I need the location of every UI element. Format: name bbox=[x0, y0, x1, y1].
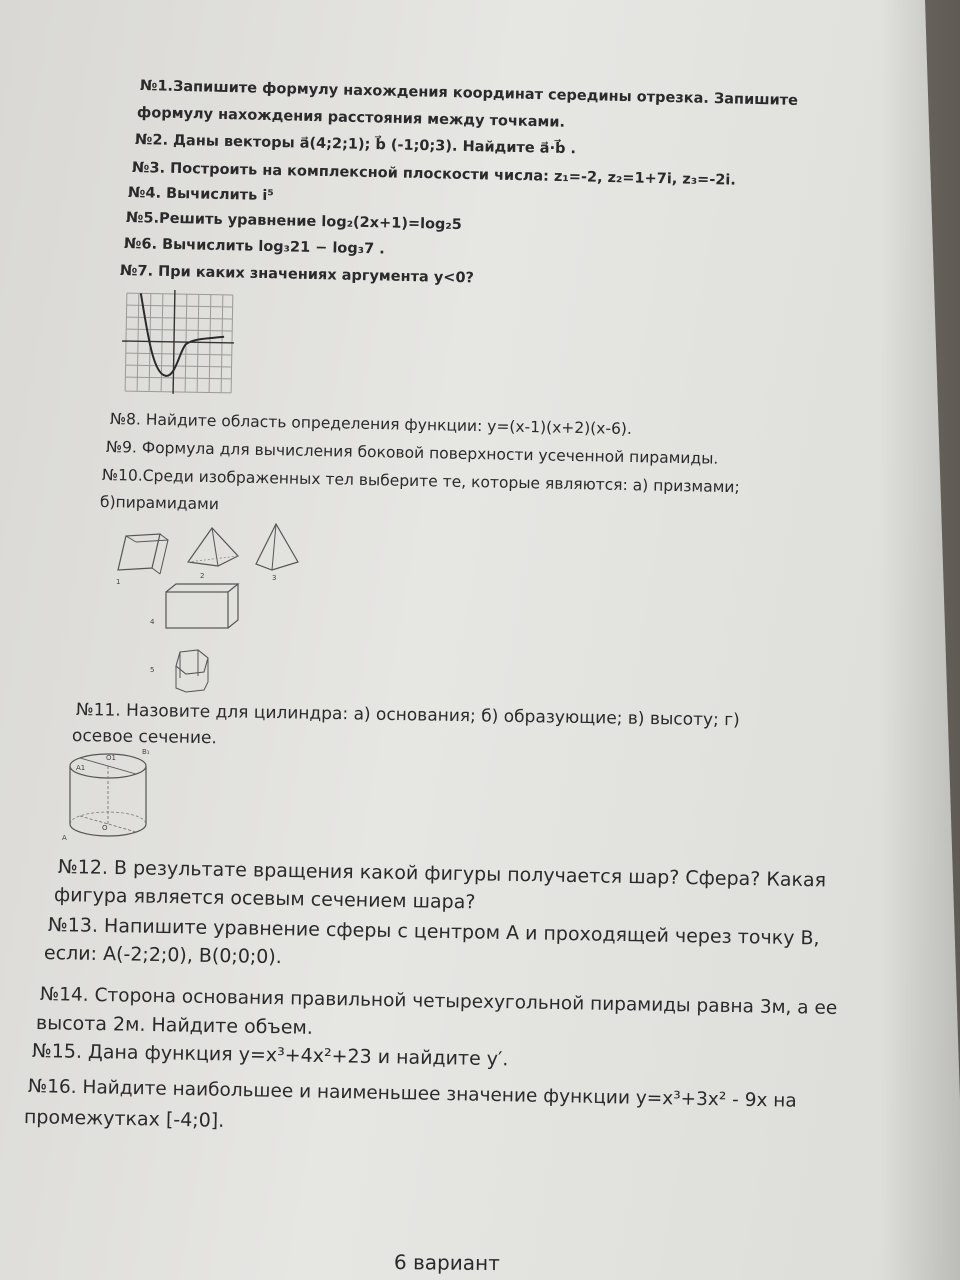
variant-label: 6 вариант bbox=[393, 1250, 500, 1276]
solid-1-label: 1 bbox=[116, 578, 121, 586]
question-12-line-1: №12. В результате вращения какой фигуры получается шар? Сфера? Какая bbox=[57, 856, 827, 892]
cylinder-label-o1: O1 bbox=[106, 754, 116, 762]
solid-4-label: 4 bbox=[150, 618, 155, 626]
function-graph bbox=[119, 287, 237, 397]
question-13-line-1: №13. Напишите уравнение сферы с центром А и проходящей через точку В, bbox=[47, 914, 820, 950]
solid-prism-1 bbox=[112, 528, 172, 588]
question-14-line-1: №14. Сторона основания правильной четырехугольной пирамиды равна 3м, а ее bbox=[39, 984, 838, 1019]
question-7: №7. При каких значениях аргумента y<0? bbox=[119, 263, 475, 287]
question-8: №8. Найдите область определения функции: y=(x-1)(x+2)(x-6). bbox=[109, 410, 633, 439]
question-14-line-2: высота 2м. Найдите объем. bbox=[35, 1012, 314, 1039]
solid-2-label: 2 bbox=[200, 572, 205, 580]
question-5: №5.Решить уравнение log₂(2x+1)=log₂5 bbox=[125, 210, 462, 234]
solid-pyramid-2 bbox=[182, 522, 242, 582]
question-4: №4. Вычислить i⁵ bbox=[127, 185, 274, 205]
question-12-line-2: фигура является осевым сечением шара? bbox=[53, 884, 476, 914]
cylinder-label-a1: A1 bbox=[76, 764, 86, 772]
question-10-line-2: б)пирамидами bbox=[99, 493, 220, 514]
solid-hexagonal-prism-5 bbox=[146, 644, 226, 694]
question-2: №2. Даны векторы a⃗(4;2;1); b⃗ (-1;0;3). Найдите a⃗·b⃗ . bbox=[134, 132, 577, 158]
solid-pyramid-3 bbox=[250, 520, 306, 582]
question-3: №3. Построить на комплексной плоскости числа: z₁=-2, z₂=1+7i, z₃=-2i. bbox=[131, 160, 737, 189]
question-6: №6. Вычислить log₃21 − log₃7 . bbox=[123, 236, 385, 258]
graph-x-axis bbox=[122, 341, 234, 343]
question-10-line-1: №10.Среди изображенных тел выберите те, которые являются: а) призмами; bbox=[101, 466, 740, 497]
question-1-line-2: формулу нахождения расстояния между точками. bbox=[136, 105, 566, 131]
solid-5-label: 5 bbox=[150, 666, 155, 674]
question-16-line-2: промежутках [-4;0]. bbox=[23, 1106, 225, 1132]
cylinder-label-o: O bbox=[102, 824, 108, 832]
solid-box-4 bbox=[146, 580, 246, 638]
solid-3-label: 3 bbox=[272, 574, 277, 582]
question-13-line-2: если: А(-2;2;0), В(0;0;0). bbox=[43, 942, 283, 969]
cylinder-label-a: A bbox=[62, 834, 67, 842]
question-9: №9. Формула для вычисления боковой поверхности усеченной пирамиды. bbox=[105, 438, 719, 468]
question-1-line-1: №1.Запишите формулу нахождения координат середины отрезка. Запишите bbox=[139, 78, 799, 109]
question-11-line-2: осевое сечение. bbox=[71, 726, 217, 749]
cylinder-figure bbox=[62, 746, 158, 842]
cylinder-label-b1: B₁ bbox=[142, 748, 150, 756]
question-11-line-1: №11. Назовите для цилиндра: а) основания; б) образующие; в) высоту; г) bbox=[75, 700, 740, 731]
question-15: №15. Дана функция y=x³+4x²+23 и найдите y′. bbox=[31, 1040, 509, 1071]
question-16-line-1: №16. Найдите наибольшее и наименьшее значение функции y=x³+3x² - 9x на bbox=[27, 1076, 797, 1112]
